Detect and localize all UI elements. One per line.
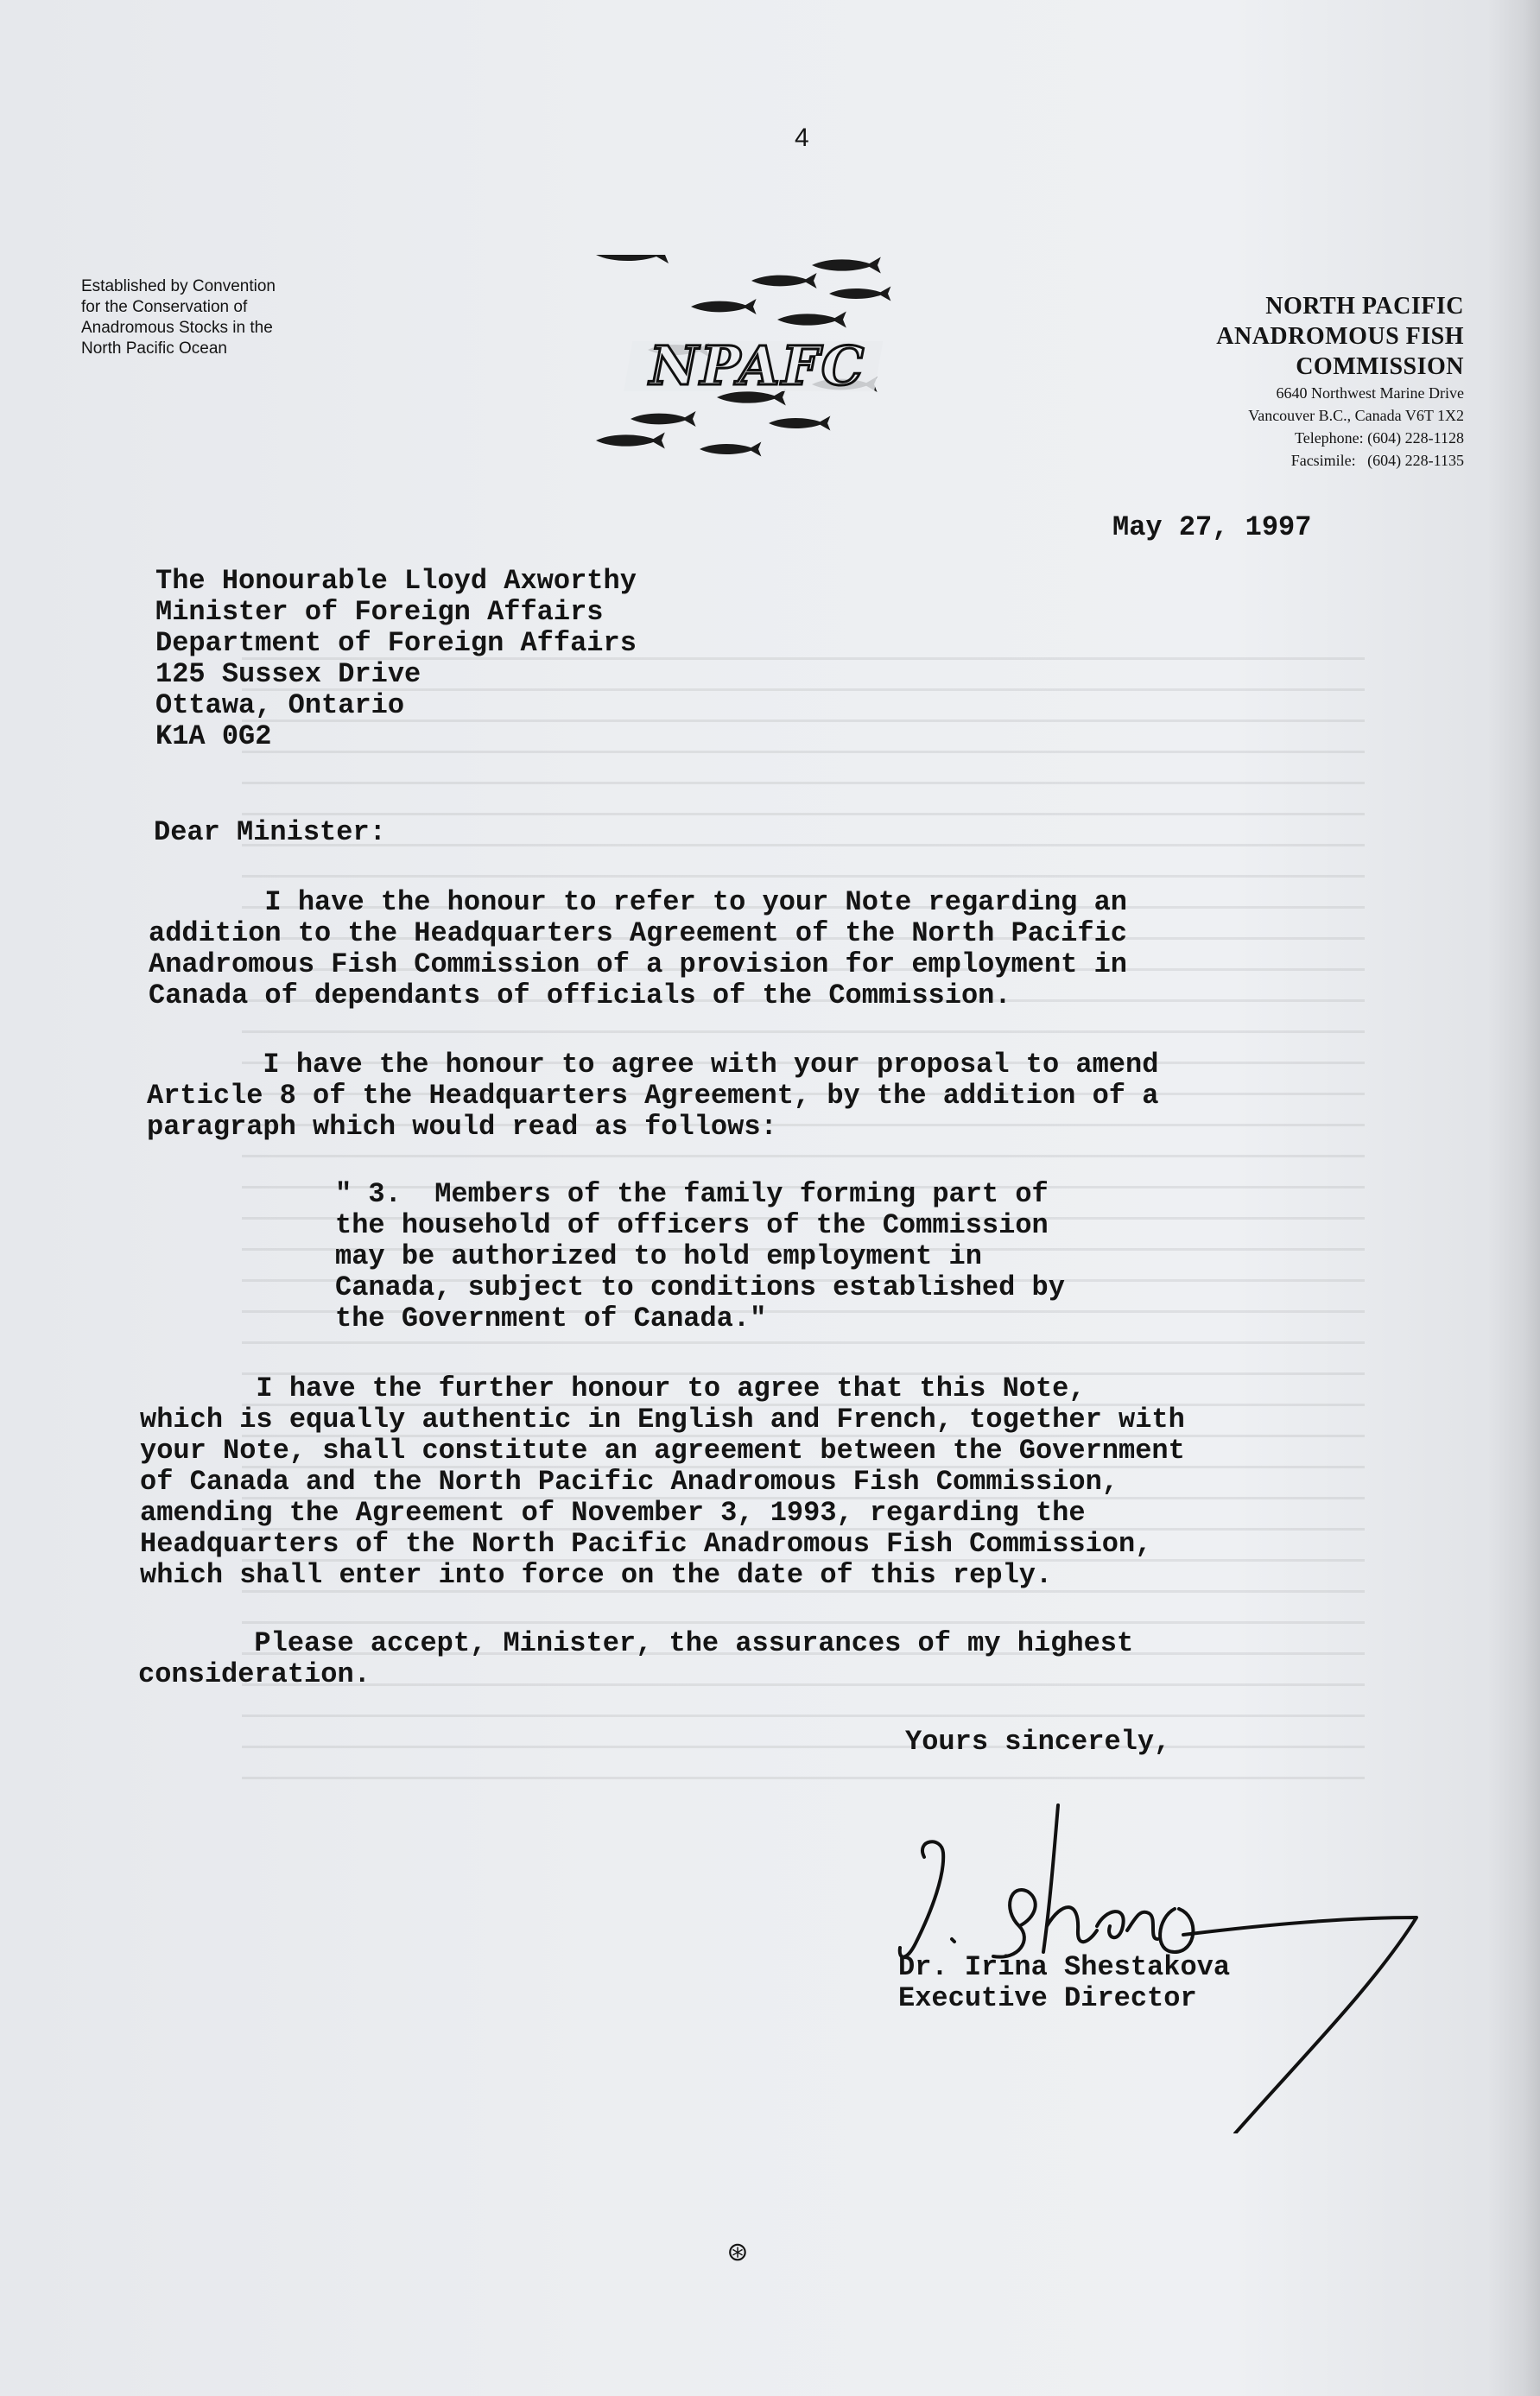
paragraph-line: which shall enter into force on the date of this reply.: [140, 1559, 1053, 1591]
org-address-line: 6640 Northwest Marine Drive: [1276, 384, 1464, 402]
paragraph-line: I have the honour to agree with your proposal to amend: [147, 1049, 1159, 1081]
established-line: Established by Convention: [81, 277, 276, 295]
paragraph-line: Article 8 of the Headquarters Agreement, by the addition of a: [147, 1080, 1159, 1112]
paragraph-line: paragraph which would read as follows:: [147, 1111, 777, 1143]
recipient-line: 125 Sussex Drive: [155, 658, 421, 690]
recipient-line: Ottawa, Ontario: [155, 689, 405, 721]
body-paragraph-4: [138, 1628, 1133, 1690]
body-paragraph-2: [147, 1049, 1158, 1143]
body-paragraph-1: [149, 887, 1127, 1011]
established-line: North Pacific Ocean: [81, 339, 227, 358]
quote-line: " 3. Members of the family forming part of: [335, 1178, 1049, 1210]
page-edge-shadow: [1488, 0, 1540, 2396]
quote-line: may be authorized to hold employment in: [335, 1240, 982, 1272]
paragraph-line: of Canada and the North Pacific Anadromous Fish Commission,: [140, 1466, 1119, 1498]
quote-line: the household of officers of the Commission: [335, 1209, 1049, 1241]
quoted-amendment-paragraph: [335, 1179, 1065, 1334]
body-paragraph-3: [140, 1373, 1185, 1591]
quote-line: Canada, subject to conditions established by: [335, 1271, 1065, 1303]
closing-line: Yours sincerely,: [905, 1726, 1171, 1758]
established-line: Anadromous Stocks in the: [81, 319, 273, 337]
org-name-line: NORTH PACIFIC: [1265, 293, 1464, 320]
paragraph-line: Headquarters of the North Pacific Anadromous Fish Commission,: [140, 1528, 1152, 1560]
paragraph-line: amending the Agreement of November 3, 1993, regarding the: [140, 1497, 1086, 1529]
quote-line: the Government of Canada.": [335, 1303, 767, 1334]
paragraph-line: consideration.: [138, 1658, 371, 1690]
paragraph-line: Please accept, Minister, the assurances of my highest: [138, 1627, 1134, 1659]
org-name-line: ANADROMOUS FISH: [1216, 323, 1464, 350]
salmon-school-logo-icon: [596, 255, 924, 462]
established-line: for the Conservation of: [81, 298, 248, 316]
paragraph-line: Anadromous Fish Commission of a provision for employment in: [149, 948, 1127, 980]
recipient-address: [155, 566, 637, 752]
recipient-line: Minister of Foreign Affairs: [155, 596, 604, 628]
page-number: 4: [795, 124, 809, 152]
established-by-convention-text: [81, 276, 358, 359]
paragraph-line: I have the further honour to agree that this Note,: [140, 1372, 1086, 1404]
circled-asterisk-icon: ⊛: [726, 2237, 749, 2267]
recipient-line: Department of Foreign Affairs: [155, 627, 637, 659]
paragraph-line: your Note, shall constitute an agreement between the Government: [140, 1435, 1185, 1467]
signer-block: [898, 1952, 1230, 2014]
recipient-line: The Honourable Lloyd Axworthy: [155, 565, 637, 597]
signer-title: Executive Director: [898, 1982, 1197, 2014]
recipient-line: K1A 0G2: [155, 720, 272, 752]
paragraph-line: addition to the Headquarters Agreement of the North Pacific: [149, 917, 1127, 949]
signer-name: Dr. Irina Shestakova: [898, 1951, 1231, 1983]
salutation: Dear Minister:: [154, 816, 386, 848]
logo-text: NPAFC: [650, 334, 866, 397]
org-name-line: COMMISSION: [1296, 353, 1464, 380]
organization-letterhead: [1101, 291, 1464, 472]
letter-date: May 27, 1997: [1112, 511, 1312, 543]
org-address-line: Vancouver B.C., Canada V6T 1X2: [1248, 407, 1464, 424]
paragraph-line: Canada of dependants of officials of the Commission.: [149, 979, 1011, 1011]
paragraph-line: I have the honour to refer to your Note regarding an: [149, 886, 1127, 918]
org-telephone-line: Telephone: (604) 228-1128: [1294, 429, 1464, 447]
paragraph-line: which is equally authentic in English and French, together with: [140, 1404, 1185, 1436]
org-facsimile-line: Facsimile: (604) 228-1135: [1290, 452, 1464, 469]
